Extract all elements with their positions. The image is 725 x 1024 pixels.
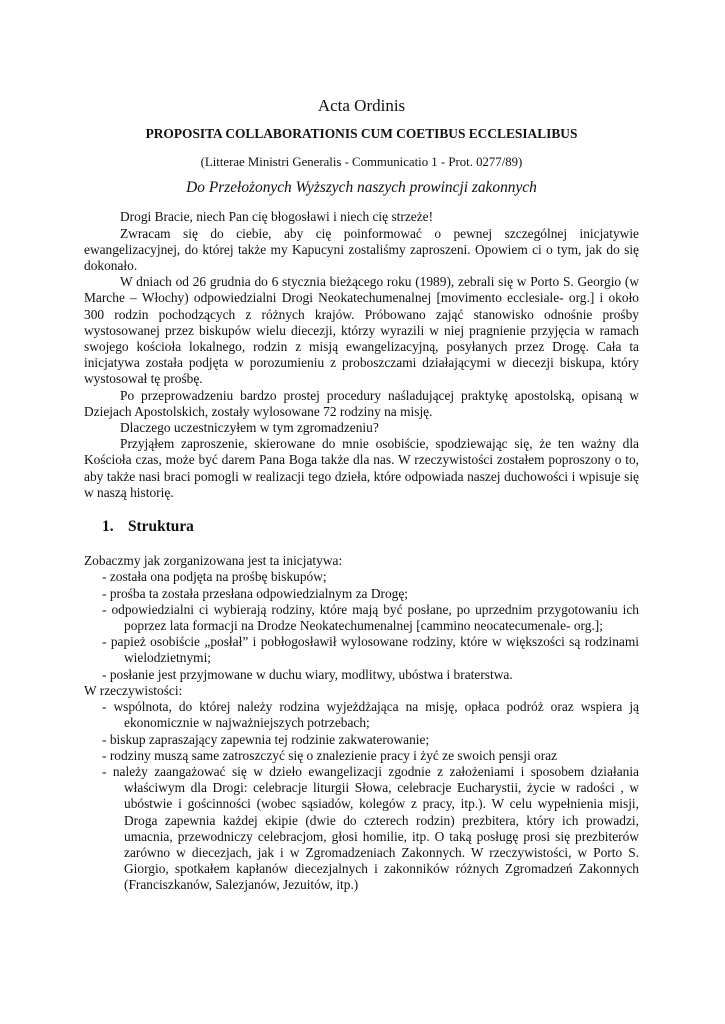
document-title: Acta Ordinis — [317, 96, 406, 115]
list-item: - wspólnota, do której należy rodzina wyjeżdżająca na misję, opłaca podróż oraz wspiera ją ekonomicznie w najważniejszych potrzebach; — [102, 699, 639, 731]
list-item: - prośba ta została przesłana odpowiedzialnym za Drogę; — [102, 586, 639, 602]
document-subtitle: PROPOSITA COLLABORATIONIS CUM COETIBUS ECCLESIALIBUS — [145, 126, 578, 141]
section-lead: Zobaczmy jak zorganizowana jest ta inicjatywa: — [84, 553, 343, 569]
structure-list — [84, 569, 639, 682]
intro-paragraph: Zwracam się do ciebie, aby cię poinformować o pewnej szczególnej inicjatywie ewangelizacyjnej, do której także my Kapucyni zostaliśmy zaproszeni. Opowiem ci o tym, jak do się dokonało. — [84, 225, 639, 274]
procedure-paragraph: Po przeprowadzeniu bardzo prostej procedury naśladującej praktykę apostolską, opisaną w Dziejach Apostolskich, zostały wylosowane 72 rodziny na misję. — [84, 387, 639, 419]
reality-list — [84, 699, 639, 893]
list-item: - została ona podjęta na prośbę biskupów; — [102, 569, 639, 585]
list-item: - posłanie jest przyjmowane w duchu wiary, modlitwy, ubóstwa i braterstwa. — [102, 667, 639, 683]
meeting-paragraph: W dniach od 26 grudnia do 6 stycznia bieżącego roku (1989), zebrali się w Porto S. Georgio (w Marche – Włochy) odpowiedzialni Drogi Neokatechumenalnej [movimento ecclesiale- org.] i około 300 rodzin pochodzących z różnych krajów. Próbowano zająć stanowisko odnośnie prośby wystosowanej przez biskupów wielu diecezji, którzy wyrazili w niej pragnienie przyjęcia w ramach swojego kościoła lokalnego, rodzin z misją ewangelizacyjną, posyłanych przez Drogę. Cała ta inicjatywa została podjęta w porozumieniu z proboszczami działającymi w diecezji biskupa, który wystosował tę prośbę. — [84, 274, 639, 387]
list-item: - biskup zapraszający zapewnia tej rodzinie zakwaterowanie; — [102, 732, 639, 748]
letter-reference: (Litterae Ministri Generalis - Communicatio 1 - Prot. 0277/89) — [200, 155, 523, 170]
section-title: Struktura — [128, 518, 194, 536]
question-paragraph: Dlaczego uczestniczyłem w tym zgromadzeniu? — [120, 420, 379, 436]
section-number: 1. — [102, 518, 114, 536]
section-heading — [102, 519, 639, 535]
section-lead-2: W rzeczywistości: — [84, 682, 183, 698]
greeting-paragraph: Drogi Bracie, niech Pan cię błogosławi i niech cię strzeże! — [120, 209, 434, 225]
document-page — [84, 96, 639, 894]
list-item: - należy zaangażować się w dzieło ewangelizacji zgodnie z założeniami i sposobem działania właściwym dla Drogi: celebracje liturgii Słowa, celebracje Eucharystii, życie w radości , w ubóstwie i gościnności (wobec sąsiadów, kolegów z pracy, itp.). W celu wypełnienia misji, Droga zapewnia każdej ekipie (dwie do czterech rodzin) prezbitera, który ich prowadzi, umacnia, przewodniczy celebracjom, głosi homilie, itp. O taką posługę prosi się prezbiterów zarówno w diecezjach, jak i w Zgromadzeniach Zakonnych. W rzeczywistości, w Porto S. Giorgio, spotkałem kapłanów diecezjalnych i zakonników różnych Zgromadzeń Zakonnych (Franciszkanów, Salezjanów, Jezuitów, itp.) — [102, 764, 639, 894]
dedication-line: Do Przełożonych Wyższych naszych prowincji zakonnych — [186, 179, 537, 197]
list-item: - rodziny muszą same zatroszczyć się o znalezienie pracy i żyć ze swoich pensji oraz — [102, 748, 639, 764]
invitation-paragraph: Przyjąłem zaproszenie, skierowane do mnie osobiście, spodziewając się, że ten ważny dla Kościoła czas, może być darem Pana Boga także dla nas. W rzeczywistości zostałem poproszony o to, aby także nasi braci pomogli w realizacji tego dzieła, które odpowiada naszej duchowości i wpisuje się w naszą historię. — [84, 436, 639, 500]
list-item: - papież osobiście „posłał” i pobłogosławił wylosowane rodziny, które w większości są rodzinami wielodzietnymi; — [102, 634, 639, 666]
list-item: - odpowiedzialni ci wybierają rodziny, które mają być posłane, po uprzednim przygotowaniu ich poprzez lata formacji na Drodze Neokatechumenalnej [cammino neocatecumenale- org.]; — [102, 602, 639, 634]
